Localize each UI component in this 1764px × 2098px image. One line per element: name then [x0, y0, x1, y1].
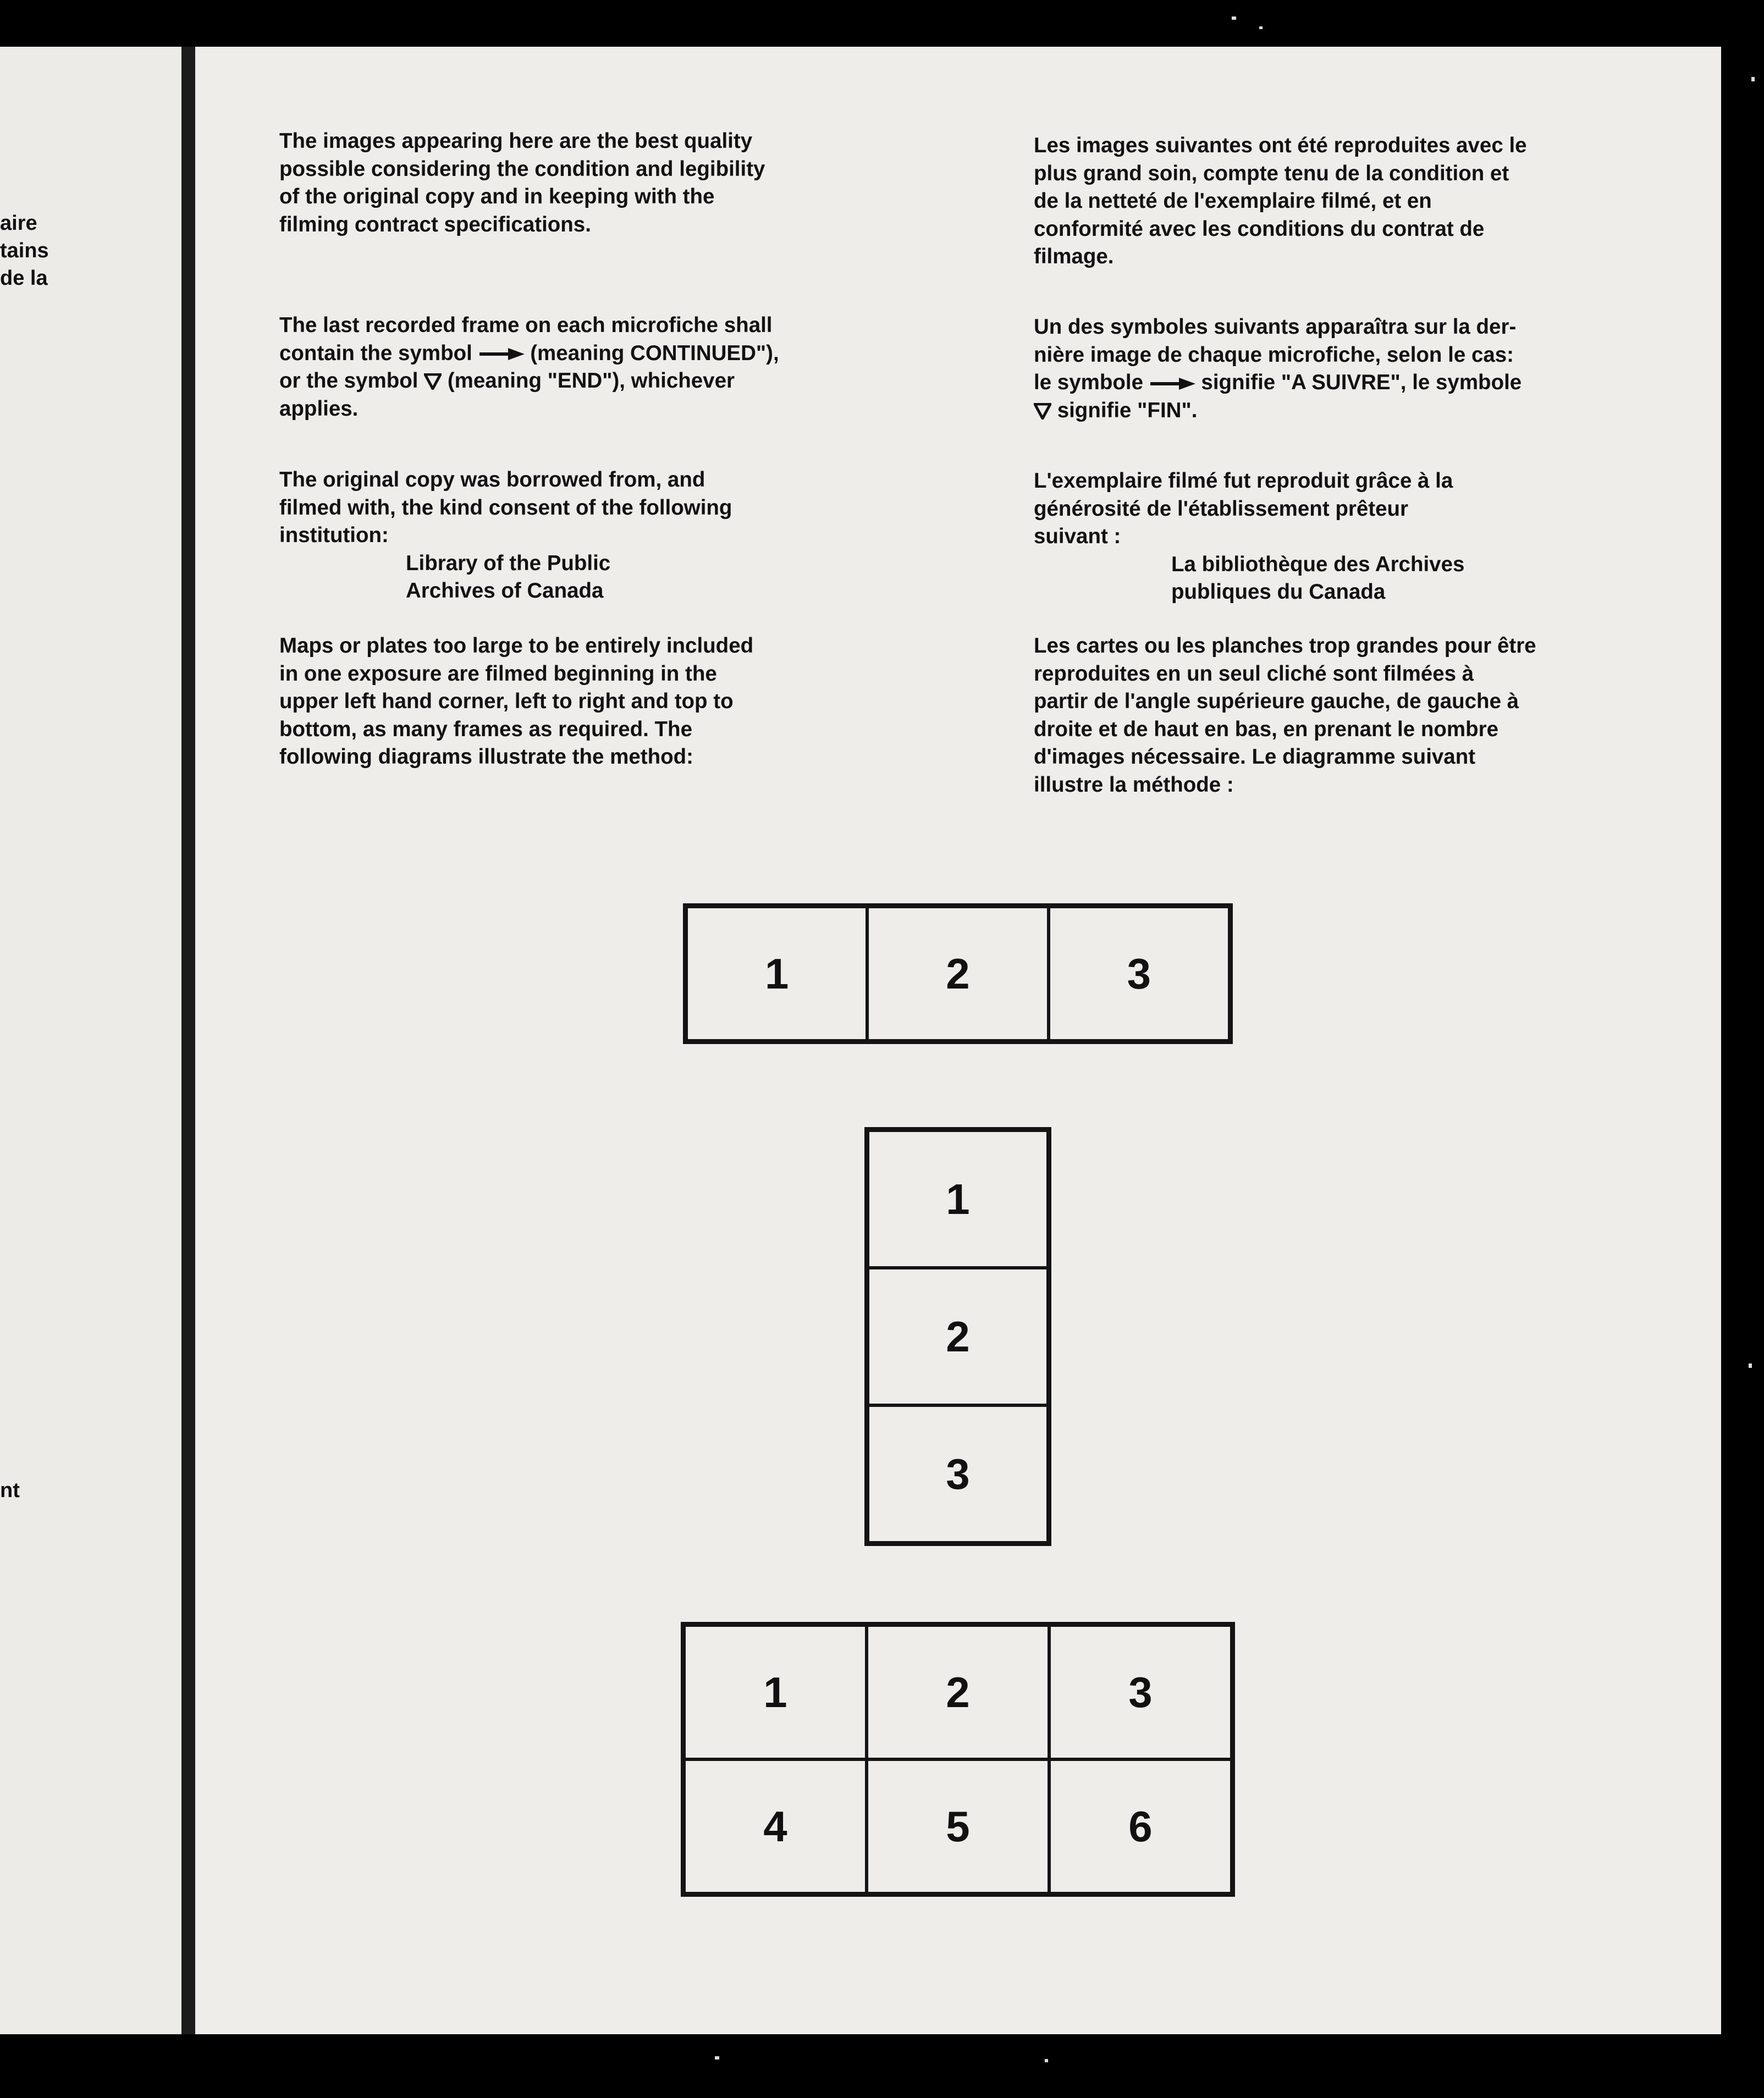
text-line: Maps or plates too large to be entirely included — [279, 634, 754, 658]
text-line: de la netteté de l'exemplaire filmé, et en — [1034, 189, 1432, 213]
text-segment: signifie "A SUIVRE", le symbole — [1201, 371, 1522, 394]
arrow-right-icon — [1149, 378, 1195, 390]
text-line: Les images suivantes ont été reproduites avec le — [1034, 134, 1527, 157]
left-page-margin — [0, 47, 181, 2034]
diagram-vertical-column — [864, 1127, 1051, 1546]
text-line: of the original copy and in keeping with the — [279, 185, 715, 208]
frame-number-cell: 1 — [686, 907, 867, 1041]
text-line: filmage. — [1034, 245, 1114, 268]
english-symbols-paragraph — [279, 312, 928, 423]
frame-number-cell: 3 — [1049, 907, 1230, 1041]
frame-number-cell: 5 — [867, 1759, 1049, 1893]
text-line: in one exposure are filmed beginning in the — [279, 661, 717, 686]
text-line: filming contract specifications. — [279, 212, 591, 236]
frame-number-cell: 1 — [684, 1625, 867, 1759]
institution-name: Archives of Canada — [406, 579, 604, 603]
text-line: The images appearing here are the best quality — [279, 129, 753, 153]
text-line: institution: — [279, 523, 389, 547]
text-line: following diagrams illustrate the method: — [279, 745, 693, 769]
text-line: Un des symboles suivants apparaîtra sur la der- — [1034, 315, 1517, 339]
french-maps-paragraph — [1034, 632, 1655, 799]
film-speck — [1232, 16, 1236, 20]
french-symbols-paragraph — [1034, 313, 1655, 424]
text-line: applies. — [279, 396, 359, 421]
english-intro-paragraph — [279, 128, 928, 239]
left-fragment: de la — [0, 267, 48, 290]
institution-name: publiques du Canada — [1171, 580, 1386, 604]
diagram-two-by-three-grid — [681, 1622, 1235, 1897]
text-line: upper left hand corner, left to right and top to — [279, 689, 734, 713]
film-speck — [1045, 2059, 1048, 2062]
text-line: bottom, as many frames as required. The — [279, 717, 692, 741]
text-line — [279, 340, 928, 368]
text-line: reproduites en un seul cliché sont filmées à — [1034, 661, 1474, 686]
text-line: The original copy was borrowed from, and — [279, 468, 705, 492]
film-speck — [1751, 77, 1755, 81]
text-line: possible considering the condition and legibility — [279, 157, 765, 181]
frame-number-cell: 2 — [868, 1268, 1048, 1405]
triangle-down-icon — [1034, 403, 1051, 419]
text-line: The last recorded frame on each microfiche shall — [279, 313, 773, 337]
left-fragment: tains — [0, 239, 49, 262]
text-segment: (meaning CONTINUED"), — [530, 341, 779, 365]
text-line — [1034, 397, 1655, 425]
text-line: partir de l'angle supérieure gauche, de gauche à — [1034, 689, 1519, 713]
text-line: Les cartes ou les planches trop grandes pour être — [1034, 634, 1536, 658]
text-line: nière image de chaque microfiche, selon le cas: — [1034, 343, 1514, 367]
text-line: conformité avec les conditions du contrat de — [1034, 217, 1485, 241]
text-segment: le symbole — [1034, 371, 1144, 394]
triangle-down-icon — [424, 373, 442, 390]
french-origin-paragraph — [1034, 467, 1655, 606]
text-line: générosité de l'établissement prêteur — [1034, 496, 1408, 521]
diagram-horizontal-row — [683, 903, 1233, 1044]
left-fragment: aire — [0, 212, 37, 235]
text-line: droite et de haut en bas, en prenant le nombre — [1034, 717, 1499, 741]
text-segment: or the symbol — [279, 369, 418, 393]
english-origin-paragraph — [279, 466, 928, 605]
text-segment: signifie "FIN". — [1057, 398, 1198, 422]
arrow-right-icon — [478, 348, 525, 360]
frame-number-cell: 4 — [684, 1759, 867, 1893]
film-speck — [1749, 1363, 1752, 1368]
french-intro-paragraph — [1034, 132, 1655, 271]
institution-name: La bibliothèque des Archives — [1171, 552, 1465, 576]
frame-number-cell: 1 — [868, 1130, 1048, 1268]
frame-number-cell: 3 — [1049, 1625, 1232, 1759]
left-fragment: nt — [0, 1479, 20, 1502]
film-speck — [1259, 26, 1263, 29]
film-speck — [715, 2056, 719, 2060]
text-line: filmed with, the kind consent of the following — [279, 495, 732, 520]
text-line — [1034, 369, 1655, 397]
text-segment: (meaning "END"), whichever — [447, 369, 735, 393]
frame-number-cell: 3 — [868, 1405, 1048, 1543]
text-line — [279, 367, 928, 395]
frame-number-cell: 2 — [867, 1625, 1049, 1759]
english-maps-paragraph — [279, 632, 928, 771]
page-gutter — [181, 47, 195, 2034]
frame-number-cell: 6 — [1049, 1759, 1232, 1893]
text-line: L'exemplaire filmé fut reproduit grâce à la — [1034, 469, 1453, 493]
text-line: d'images nécessaire. Le diagramme suivant — [1034, 745, 1476, 769]
text-segment: contain the symbol — [279, 341, 472, 365]
text-line: plus grand soin, compte tenu de la condition et — [1034, 161, 1509, 185]
text-line: suivant : — [1034, 524, 1121, 548]
text-line: illustre la méthode : — [1034, 772, 1234, 797]
institution-name: Library of the Public — [406, 551, 611, 575]
frame-number-cell: 2 — [867, 907, 1048, 1041]
